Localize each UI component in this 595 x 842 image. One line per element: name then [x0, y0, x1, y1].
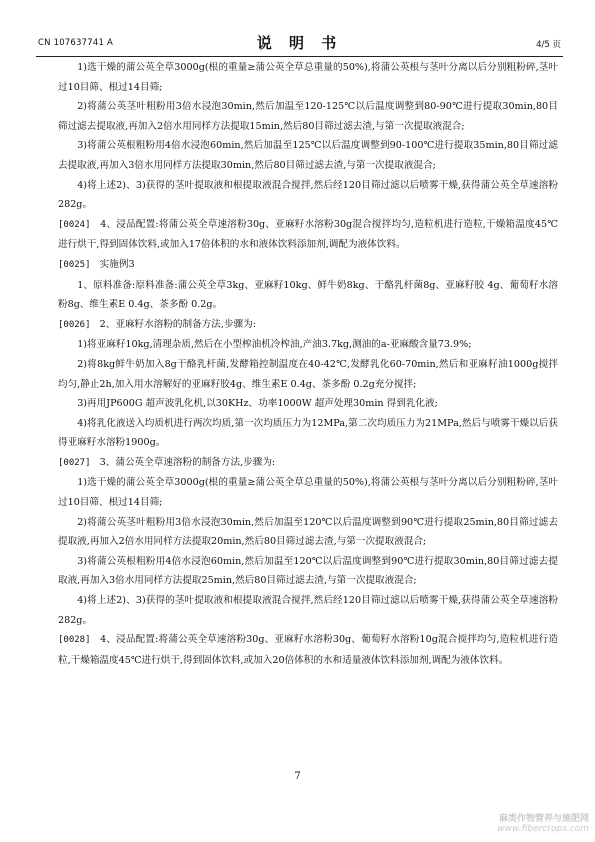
paragraph: 1、原料准备:原料准备:蒲公英全草3kg、亚麻籽10kg、鲜牛奶8kg、干酪乳杆菌8g、亚麻籽胶 4g、葡萄籽水溶粉8g、维生素E 0.4g、茶多酚 0.2g。: [58, 279, 558, 311]
paragraph-number: [0026]: [58, 319, 91, 330]
paragraph: 1)将亚麻籽10kg,清理杂质,然后在小型榨油机冷榨油,产油3.7kg,测油的a-亚麻酸含量73.9%;: [77, 339, 472, 351]
paragraph-text: 3、蒲公英全草速溶粉的制备方法,步骤为:: [99, 456, 276, 468]
watermark-site-name: 麻类作物营养与施肥网: [498, 814, 589, 824]
watermark-url: www.fibercrops.com: [497, 824, 589, 834]
numbered-paragraph: [58, 315, 558, 336]
paragraph: 2)将蒲公英茎叶粗粉用3倍水浸泡30min,然后加温至120℃以后温度调整到90℃进行提取25min,80目筛过滤去提取液,再加入2倍水用同样方法提取20min,然后80目筛过滤去渣,与第一次提取液混合;: [58, 516, 558, 548]
paragraph: 1)选干燥的蒲公英全草3000g(根的重量≥蒲公英全草总重量的50%),将蒲公英根与茎叶分离以后分别粗粉碎,茎叶过10目筛、根过14目筛;: [58, 62, 558, 93]
paragraph: 4)将上述2)、3)获得的茎叶提取液和根提取液混合搅拌,然后经120目筛过滤以后喷雾干燥,获得蒲公英全草速溶粉282g。: [58, 179, 558, 211]
paragraph: 3)将蒲公英根粗粉用4倍水浸泡60min,然后加温至120℃以后温度调整到90℃进行提取30min,80目筛过滤去提取液,再加入3倍水用同样方法提取25min,然后80目筛过滤去渣,与第一次提取液混合;: [58, 555, 558, 587]
paragraph-text: 2、亚麻籽水溶粉的制备方法,步骤为:: [99, 318, 256, 330]
paragraph: 4)将上述2)、3)获得的茎叶提取液和根提取液混合搅拌,然后经120目筛过滤以后喷雾干燥,获得蒲公英全草速溶粉282g。: [58, 595, 558, 626]
page-number: 7: [294, 771, 301, 782]
paragraph-text: 4、浸品配置:将蒲公英全草速溶粉30g、亚麻籽水溶粉30g混合搅拌均匀,造粒机进行造粒,干燥箱温度45℃进行烘干,得到固体饮料,或加入17倍体积的水和液体饮料添加剂,调配为液体饮料。: [58, 218, 558, 251]
watermark: [497, 811, 589, 834]
numbered-paragraph: [58, 215, 558, 255]
paragraph: 3)再用JP600G 超声波乳化机,以30KHz、功率1000W 超声处理30min 得到乳化液;: [77, 398, 438, 410]
paragraph-number: [0024]: [58, 219, 91, 230]
page-header: [38, 30, 561, 52]
paragraph-number: [0025]: [58, 259, 91, 270]
paragraph-number: [0028]: [58, 635, 91, 646]
document-title: 说 明 书: [256, 34, 343, 52]
numbered-paragraph: [58, 453, 558, 474]
paragraph: 1)选干燥的蒲公英全草3000g(根的重量≥蒲公英全草总重量的50%),将蒲公英根与茎叶分离以后分别粗粉碎,茎叶过10目筛、根过14目筛;: [58, 477, 558, 509]
patent-number: CN 107637741 A: [38, 38, 113, 48]
paragraph-text: 4、浸品配置:将蒲公英全草速溶粉30g、亚麻籽水溶粉30g、葡萄籽水溶粉10g混合搅拌均匀,造粒机进行造粒,干燥箱温度45℃进行烘干,得到固体饮料,或加入20倍体积的水和适量液体饮料添加剂,调配为液体饮料。: [58, 634, 559, 666]
paragraph: 4)将乳化液送入均质机进行两次均质,第一次均质压力为12MPa,第二次均质压力为21MPa,然后与喷雾干燥以后获得亚麻籽水溶粉1900g。: [58, 417, 558, 449]
paragraph: 2)将8kg鲜牛奶加入8g干酪乳杆菌,发酵箱控制温度在40-42℃,发酵乳化60-70min,然后和亚麻籽油1000g搅拌均匀,静止2h,加入用水溶解好的亚麻籽胶4g、维生素E 0.4g、茶多酚 0.2g充分搅拌;: [58, 358, 558, 390]
numbered-paragraph: [58, 255, 558, 276]
numbered-paragraph: [58, 630, 558, 670]
header-divider: [36, 56, 563, 57]
document-body: [58, 58, 558, 670]
paragraph-text: 实施例3: [99, 258, 135, 270]
paragraph: 2)将蒲公英茎叶粗粉用3倍水浸泡30min,然后加温至120-125℃以后温度调整到80-90℃进行提取30min,80目筛过滤去提取液,再加入2倍水用同样方法提取15min,然后80目筛过滤去渣,与第一次提取液混合;: [58, 101, 558, 132]
page-indicator: 4/5 页: [536, 40, 561, 50]
paragraph: 3)将蒲公英根粗粉用4倍水浸泡60min,然后加温至125℃以后温度调整到90-100℃进行提取35min,80目筛过滤去提取液,再加入3倍水用同样方法提取30min,然后80目筛过滤去渣,与第一次提取液混合;: [58, 140, 558, 171]
paragraph-number: [0027]: [58, 457, 91, 468]
